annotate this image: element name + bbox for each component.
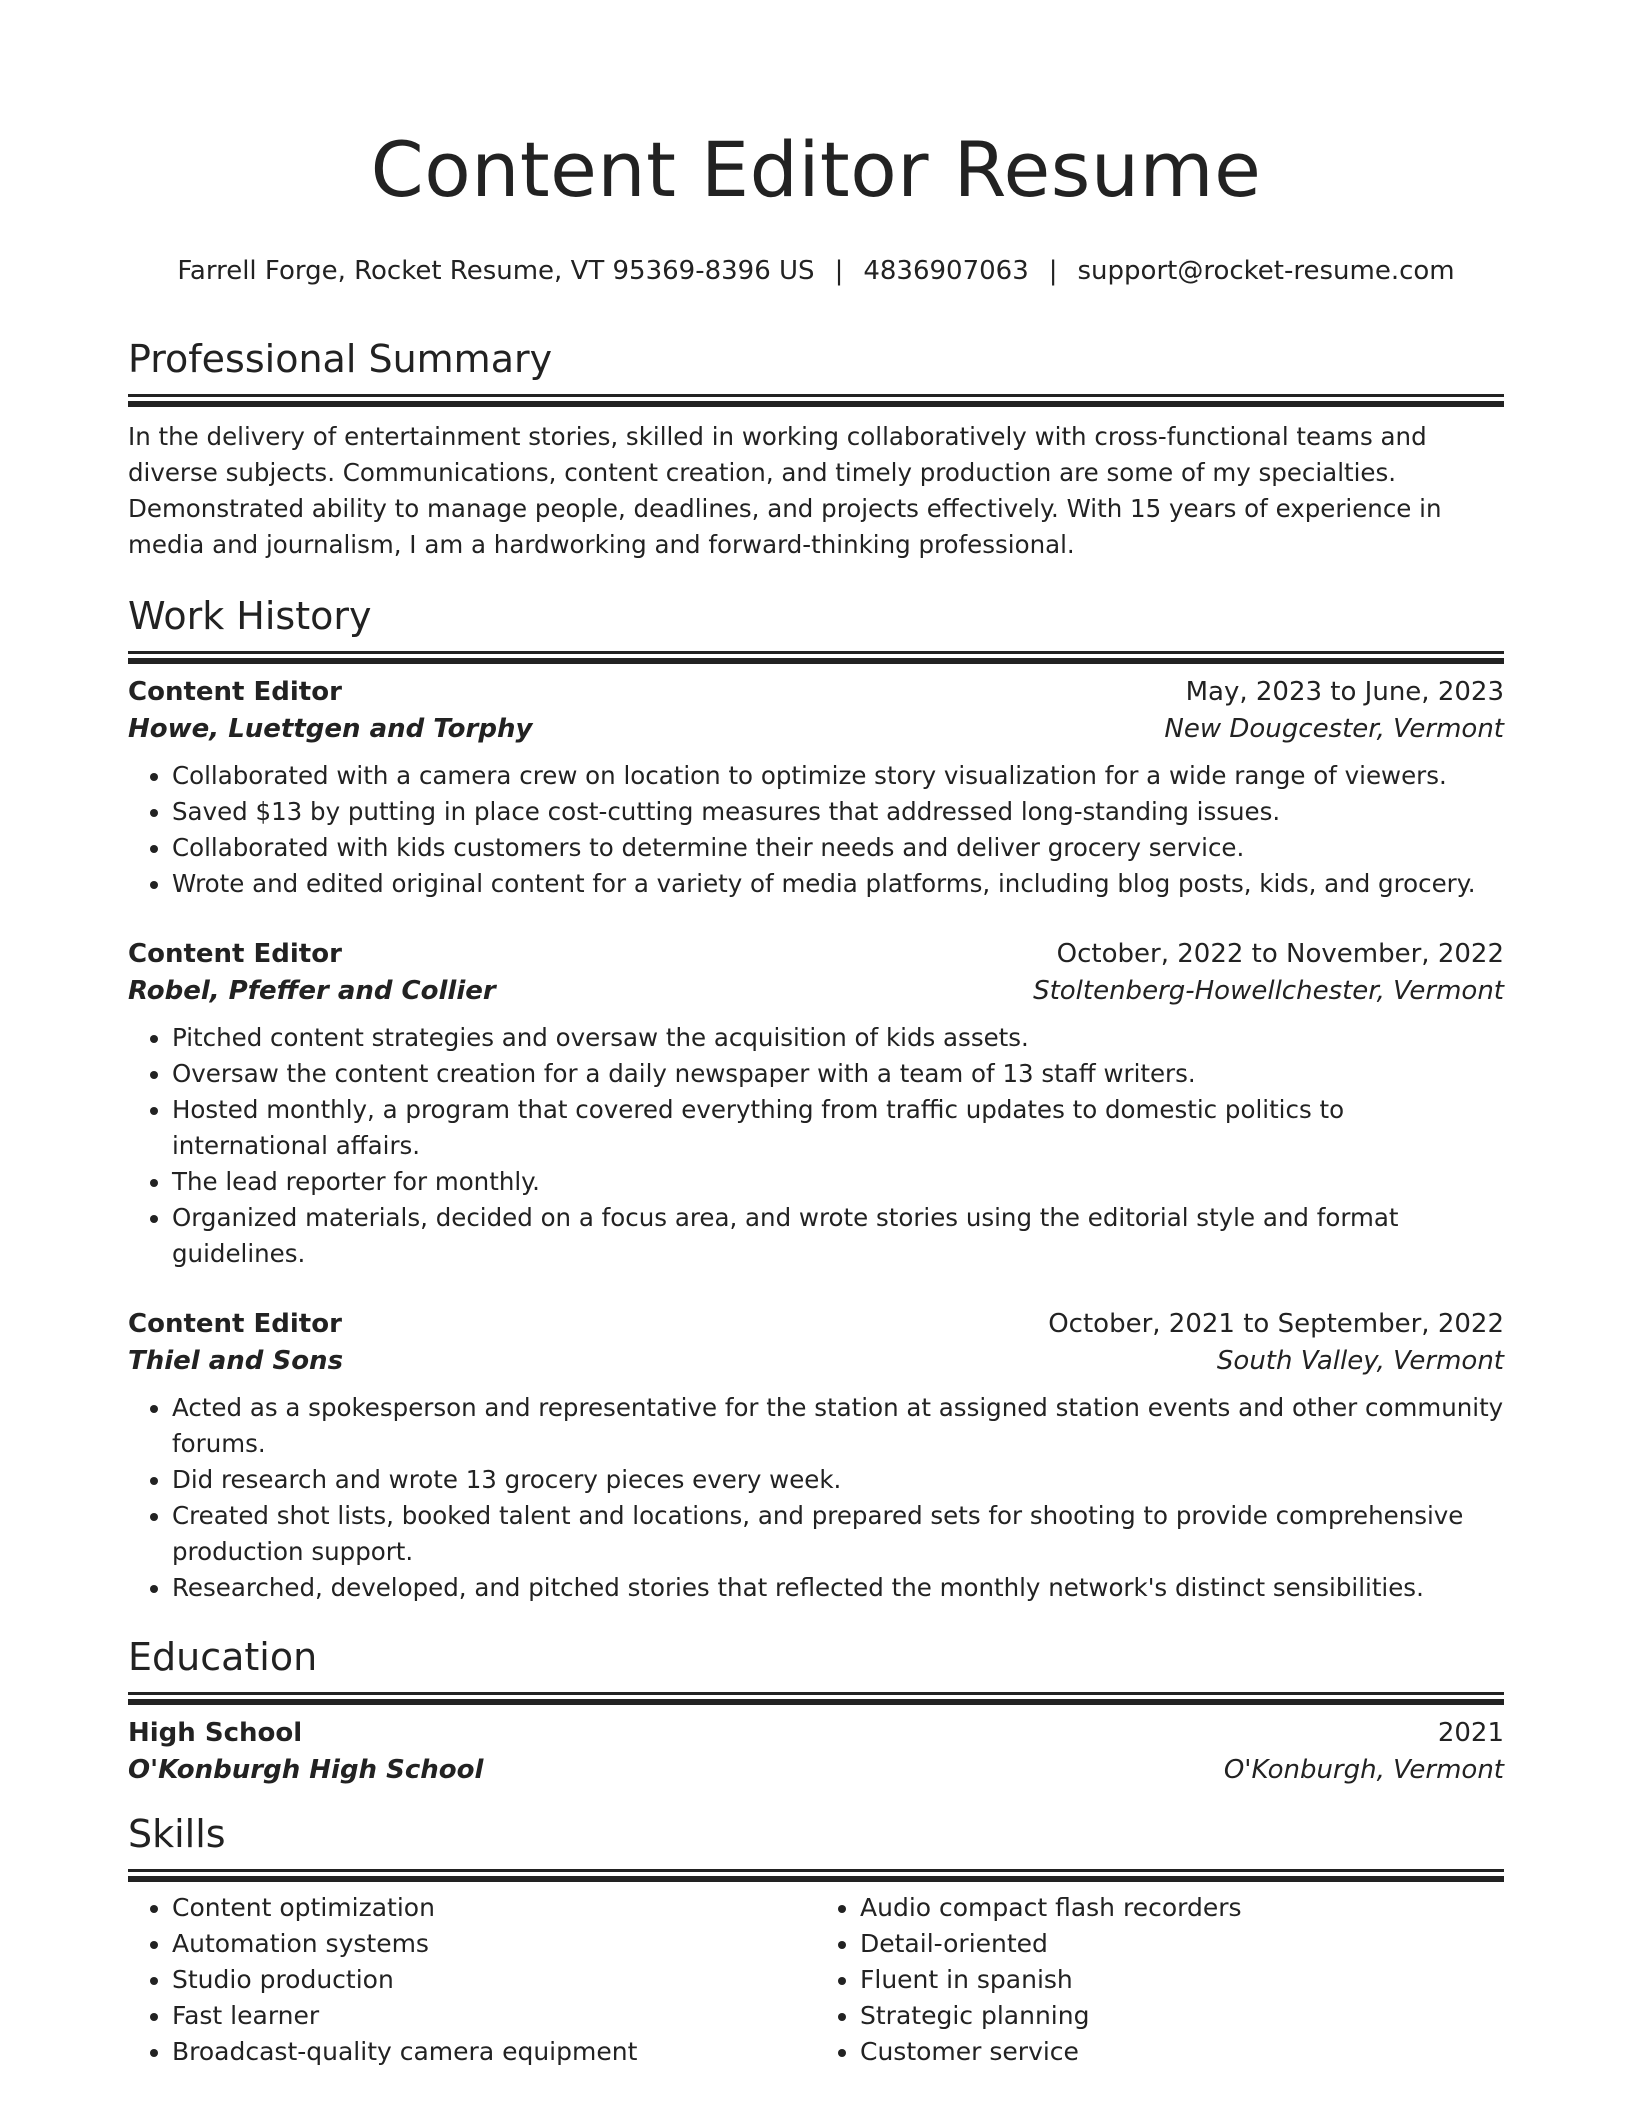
list-item: • Pitched content strategies and oversaw the acquisition of kids assets. (172, 1020, 1504, 1056)
job-title: Content Editor (128, 1309, 342, 1339)
skill-item: • Automation systems (172, 1926, 812, 1962)
job-bullets (128, 1020, 1504, 1272)
skills-list (128, 1890, 1504, 2070)
job-employer: Thiel and Sons (128, 1346, 344, 1376)
job-location: South Valley, Vermont (1216, 1346, 1504, 1376)
skill-item: • Studio production (172, 1962, 812, 1998)
page-title: Content Editor Resume (370, 125, 1262, 214)
skill-item: • Customer service (860, 2034, 1500, 2070)
contact-address: Farrell Forge, Rocket Resume, VT 95369-8396 US (177, 256, 815, 286)
section-education (128, 1632, 1504, 1789)
section-summary (128, 334, 1504, 563)
section-divider (128, 1869, 1504, 1872)
skill-item: • Fluent in spanish (860, 1962, 1500, 1998)
contact-line (128, 254, 1504, 288)
contact-separator: | (1048, 256, 1058, 286)
contact-phone: 4836907063 (863, 256, 1029, 286)
list-item: • Saved $13 by putting in place cost-cutting measures that addressed long-standing issues. (172, 794, 1504, 830)
job-dates: October, 2022 to November, 2022 (1056, 939, 1504, 969)
skills-column-right (812, 1890, 1500, 2070)
education-location: O'Konburgh, Vermont (1223, 1755, 1504, 1785)
skill-item: • Content optimization (172, 1890, 812, 1926)
list-item: • The lead reporter for monthly. (172, 1164, 1504, 1200)
summary-text: In the delivery of entertainment stories, skilled in working collaboratively with cross-functional teams and diverse subjects. Communications, content creation, and timely production are some of my specialties. Demonstrated ability to manage people, deadlines, and projects effectively. With 15 years of experience in media and journalism, I am a hardworking and forward-thinking professional. (128, 422, 1442, 559)
skill-item: • Detail-oriented (860, 1926, 1500, 1962)
section-divider (128, 651, 1504, 654)
job-location: Stoltenberg-Howellchester, Vermont (1033, 976, 1504, 1006)
list-item: • Organized materials, decided on a focus area, and wrote stories using the editorial style and format guidelines. (172, 1200, 1504, 1272)
job-employer: Howe, Luettgen and Torphy (128, 714, 533, 744)
job-title: Content Editor (128, 677, 342, 707)
job-entry (128, 674, 1504, 902)
job-location: New Dougcester, Vermont (1164, 714, 1504, 744)
contact-email: support@rocket-resume.com (1077, 256, 1455, 286)
skill-item: • Strategic planning (860, 1998, 1500, 2034)
skill-item: • Audio compact flash recorders (860, 1890, 1500, 1926)
skill-item: • Broadcast-quality camera equipment (172, 2034, 812, 2070)
job-title: Content Editor (128, 939, 342, 969)
list-item: • Created shot lists, booked talent and locations, and prepared sets for shooting to provide comprehensive production support. (172, 1498, 1504, 1570)
section-heading-skills: Skills (128, 1812, 226, 1856)
job-entry (128, 1306, 1504, 1606)
section-skills (128, 1809, 1504, 2070)
section-work-history (128, 591, 1504, 1606)
job-bullets (128, 758, 1504, 902)
skill-item: • Fast learner (172, 1998, 812, 2034)
resume-page (128, 0, 1504, 2070)
section-heading-work-history: Work History (128, 594, 372, 638)
list-item: • Collaborated with a camera crew on location to optimize story visualization for a wide range of viewers. (172, 758, 1504, 794)
job-bullets (128, 1390, 1504, 1606)
list-item: • Wrote and edited original content for a variety of media platforms, including blog posts, kids, and grocery. (172, 866, 1504, 902)
list-item: • Collaborated with kids customers to determine their needs and deliver grocery service. (172, 830, 1504, 866)
list-item: • Acted as a spokesperson and representative for the station at assigned station events and other community forums. (172, 1390, 1504, 1462)
section-heading-education: Education (128, 1635, 318, 1679)
education-degree: High School (128, 1718, 303, 1748)
contact-separator: | (834, 256, 844, 286)
education-school: O'Konburgh High School (128, 1755, 484, 1785)
job-entry (128, 936, 1504, 1272)
list-item: • Oversaw the content creation for a daily newspaper with a team of 13 staff writers. (172, 1056, 1504, 1092)
job-dates: May, 2023 to June, 2023 (1185, 677, 1504, 707)
education-year: 2021 (1437, 1718, 1504, 1748)
list-item: • Did research and wrote 13 grocery pieces every week. (172, 1462, 1504, 1498)
section-heading-summary: Professional Summary (128, 337, 553, 381)
skills-column-left (128, 1890, 812, 2070)
job-dates: October, 2021 to September, 2022 (1048, 1309, 1504, 1339)
list-item: • Researched, developed, and pitched stories that reflected the monthly network's distinct sensibilities. (172, 1570, 1504, 1606)
section-divider (128, 1692, 1504, 1695)
section-divider (128, 394, 1504, 397)
list-item: • Hosted monthly, a program that covered everything from traffic updates to domestic politics to international affairs. (172, 1092, 1504, 1164)
job-employer: Robel, Pfeffer and Collier (128, 976, 496, 1006)
